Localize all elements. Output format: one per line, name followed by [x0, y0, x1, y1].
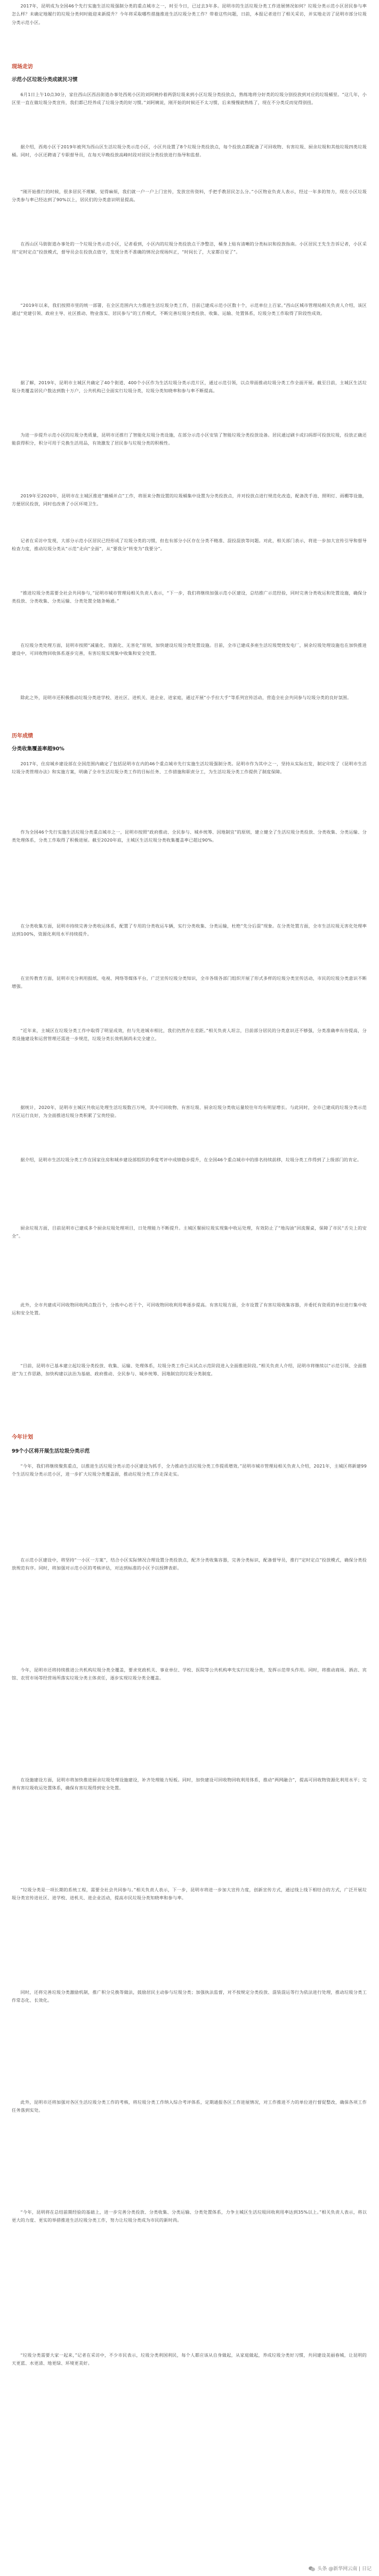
paragraph: 在西山区马街街道办事处的一个垃圾分类示范小区，记者看到，小区内的垃圾分类投放点干净整洁，桶身上贴有清晰的分类标识和投放指南。小区居民王先生告诉记者，小区采用“定时定点”投放模式，督导员会在投放点值守，发现分类不准确的情况会现场纠正，“时间长了，大家都自觉了”。 [12, 241, 367, 255]
paragraph: 在垃圾分类处理方面，昆明市按照“减量化、资源化、无害化”原则，加快建设垃圾分类处置设施。目前，全市已建成多座生活垃圾焚烧发电厂，厨余垃圾处理设施也在加快推进建设中，可回收物回收体系逐步完善，有害垃圾实现集中收集和安全处置。 [12, 643, 367, 656]
paragraph: 在示范小区建设中，将坚持“一小区一方案”，结合小区实际情况合理设置分类投放点，配齐分类收集容器，完善分类标识，配备督导员，推行“定时定点”投放模式，确保分类投放规范有序。同时，将加强对示范小区的考核评估，对达到标准的小区予以授牌表彰。 [12, 1557, 367, 1571]
paragraph: “垃圾分类需要大家一起来，”记者在采访中，不少市民表示，垃圾分类利国利民，每个人都应该从自身做起，从家庭做起，养成垃圾分类好习惯，共同建设美丽春城，让昆明的天更蓝、水更清、地更绿、环境更美好。 [12, 2352, 367, 2366]
paragraph: 在设施建设方面，昆明市将加快推进厨余垃圾处理设施建设，补齐处理能力短板。同时，加快建设可回收物回收利用体系，推动“两网融合”，提高可回收物资源化利用水平；完善有害垃圾收运处置体系，确保有害垃圾得到安全处置。 [12, 1777, 367, 1791]
paragraph: “刚开始推行的时候，很多居民不理解，觉得麻烦，我们就一户一户上门宣传，发放宣传资料，手把手教居民怎么分。”小区物业负责人表示，经过一年多的努力，现在小区垃圾分类参与率已经达到了90%以上，居民们的分类意识明显提高。 [12, 189, 367, 203]
paragraph: 厨余垃圾方面，目前昆明市已建成多个厨余垃圾处理项目，日处理能力不断提升。主城区餐厨垃圾实现集中收运处理，有效防止了“地沟油”回流餐桌，保障了市民“舌尖上的安全”。 [12, 1225, 367, 1239]
paragraph: “近年来，主城区在垃圾分类工作中取得了明显成效，但与先进城市相比，我们仍然存在差距。”相关负责人坦言，目前部分居民的分类意识还不够强，分类准确率有待提高，分类设施建设和运营管理还需进一步规范，垃圾分类长效机制尚未完全建立。 [12, 1028, 367, 1042]
paragraph: “垃圾分类是一项长期的系统工程，需要全社会共同参与。”相关负责人表示，下一步，昆明市将进一步加大宣传力度，创新宣传方式，通过线上线下相结合的方式，广泛开展垃圾分类宣传进社区、进学校、进机关、进企业活动，提高市民垃圾分类知晓率和参与率。 [12, 1887, 367, 1901]
section-heading-field-visit: 现场走访 [12, 64, 33, 70]
subheading-demo-community: 示范小区垃圾分类成就民习惯 [12, 77, 78, 83]
subheading-99-communities: 99个小区将开展生活垃圾分类示范 [12, 1448, 90, 1454]
paragraph: 除此之外，昆明市还积极推动垃圾分类进学校、进社区、进机关、进企业、进家庭，通过开展“小手拉大手”等系列宣传活动，营造全社会共同参与垃圾分类的良好氛围。 [20, 695, 352, 700]
intro-paragraph: 2017年，昆明成为全国46个先行实施生活垃圾强制分类的重点城市之一，时至今日，已过去3年多。昆明市的生活垃圾分类工作进展情况如何？垃圾分类示范小区居民参与率怎么样？未确定地履行的垃圾分类何时能迎来新提升？今年将采取哪些措施推进生活垃圾分类工作？带着这些问题，日前，本报记者进行了相关采访，并实地走访了昆明市部分垃圾分类示范小区。 [12, 3, 367, 25]
paragraph: 据了解，2019年，昆明市主城区共确定了40个街道、400个小区作为生活垃圾分类示范片区，通过示范引领，以点带面推动垃圾分类工作全面开展。截至目前，主城区生活垃圾分类覆盖居民户数达到数十万户，公共机构已全面实行垃圾分类，垃圾分类知晓率和参与率不断提高。 [12, 380, 367, 394]
paragraph: 2019年至2020年，昆明市在主城区推进“撤桶并点”工作，将原来分散设置的垃圾桶集中设置为分类投放点，并对投放点进行规范化改造，配备洗手池、照明灯、雨棚等设施，方便居民投放，同时也改善了小区环境卫生。 [12, 493, 367, 507]
paragraph: “推进垃圾分类需要全社会共同参与，”昆明市城市管理局相关负责人表示，“下一步，我们将继续加强示范小区建设，总结推广示范经验，同时完善分类收运和处置设施，确保分类投放、分类收集、分类运输、分类处置全链条畅通。” [12, 590, 367, 604]
paragraph: 2017年，住房城乡建设部在全国范围内确定了包括昆明市在内的46个重点城市先行实施生活垃圾强制分类。昆明市作为其中之一，坚持从实际出发，制定印发了《昆明市生活垃圾分类管理办法》和实施方案，明确了全市生活垃圾分类工作的目标任务、工作措施和职责分工，为生活垃圾分类工作提供了制度保障。 [12, 761, 367, 775]
subheading-coverage: 分类收集覆盖率超90% [12, 746, 64, 752]
paragraph: 作为全国46个先行实施生活垃圾分类重点城市之一，昆明市按照“政府推动、全民参与、城乡统筹、因地制宜”的原则，建立健全了生活垃圾分类投放、分类收集、分类运输、分类处理体系，分类工作取得了积极进展。截至2020年底，主城区生活垃圾分类收集覆盖率已超过90%。 [12, 829, 367, 843]
paragraph: 据介绍，西苑小区于2019年被列为西山区生活垃圾分类示范小区，小区共设置了8个垃圾分类投放点，每个投放点都配备了可回收物、有害垃圾、厨余垃圾和其他垃圾四类垃圾桶。同时，小区还聘请了专职督导员，在每天早晚投放高峰时段对居民分类投放进行指导和监督。 [12, 144, 367, 158]
paragraph: 据介绍，昆明市生活垃圾分类工作在国家住房和城乡建设部组织的季度考评中成绩稳步提升，在全国46个重点城市中的排名持续前移，垃圾分类工作得到了上级部门的肯定。 [20, 1157, 362, 1162]
paragraph: “目前，昆明市已基本建立起垃圾分类投放、收集、运输、处理体系，垃圾分类工作已从试点示范阶段进入全面推进阶段。”相关负责人介绍，昆明市将继续以“示范引领、全面推进”为工作思路，加快构建以法治为基础、政府推动、全民参与、城乡统筹、因地制宜的垃圾分类制度。 [12, 1363, 367, 1377]
paragraph: 记者在采访中发现，大部分示范小区居民已经形成了垃圾分类的习惯，但也有部分小区存在分类不精准、混投混放等问题。对此，相关部门表示，将进一步加大宣传引导和督导检查力度，推动垃圾分类从“示范”走向“全面”，从“要我分”转变为“我要分”。 [12, 538, 367, 552]
paragraph: “今年，我们将继续聚焦重点，以推进生活垃圾分类示范小区建设为抓手，全力推动生活垃圾分类工作提质增效。”昆明市城市管理局相关负责人介绍，2021年，主城区将新建99个生活垃圾分类示范小区，进一步扩大垃圾分类覆盖面，推动垃圾分类工作走深走实。 [12, 1463, 367, 1477]
source-watermark [309, 2565, 372, 2572]
section-heading-achievements: 历年成绩 [12, 733, 33, 739]
paragraph: 6月1日上午10点30分，家住西山区西昌街道办事处西苑小区的刘阿姨拎着两袋垃圾来到小区垃圾分类投放点，熟练地将分好类的垃圾分别投放到对应的垃圾桶里。“这几年，小区里一直在做垃圾分类宣传，我们都已经养成了垃圾分类的好习惯。”刘阿姨说，刚开始的时候还不太习惯，后来慢慢就熟练了，现在不分类反而觉得别扭。 [12, 92, 367, 106]
paragraph: 此外，全市共建成可回收物回收网点数百个，分拣中心若干个，可回收物回收利用率逐步提高。有害垃圾方面，全市设置了有害垃圾收集容器，并委托有资质的单位进行集中收运和安全处置。 [12, 1302, 367, 1316]
paragraph: 此外，昆明市还将加强对各区生活垃圾分类工作的考核，将垃圾分类工作纳入综合考评体系，定期通报各区工作进展情况，对工作推进不力的单位进行督促整改，确保各项工作任务落到实处。 [12, 2099, 367, 2113]
paragraph: 今年，昆明市还将持续推进公共机构垃圾分类全覆盖，要求党政机关、事业单位、学校、医院等公共机构率先实行垃圾分类，发挥示范带头作用。同时，将推动商场、酒店、宾馆、农贸市场等经营场所落实垃圾分类主体责任，逐步实现垃圾分类全覆盖。 [12, 1667, 367, 1681]
paragraph: 为进一步提升示范小区的垃圾分类质量，昆明市还推行了智能化垃圾分类设施，在部分示范小区安装了智能垃圾分类投放设备。居民通过刷卡或扫码即可投放垃圾，投放正确还能获得积分，积分可用于兑换生活用品，有效激发了居民参与垃圾分类的积极性。 [12, 432, 367, 446]
wechat-icon [309, 2566, 315, 2571]
paragraph: 同时，还将完善垃圾分类激励机制，推广积分兑换等做法，鼓励居民主动参与垃圾分类；加强执法监督，对不按规定分类投放、混装混运等行为依法进行处理，推动垃圾分类工作常态化、长效化。 [12, 1990, 367, 2003]
paragraph: 在宣传教育方面，昆明市充分利用报纸、电视、网络等媒体平台，广泛宣传垃圾分类知识，全市各级各部门组织开展了形式多样的垃圾分类宣传活动，市民的垃圾分类意识不断增强。 [12, 976, 367, 989]
section-heading-plan: 今年计划 [12, 1434, 33, 1440]
paragraph: 在分类收集方面，昆明市持续完善分类收运体系，配置了专用的分类收运车辆，实行分类收集、分类运输，杜绝“先分后混”现象。在分类处置方面，全市生活垃圾无害化处理率达到100%，资源化利用水平持续提升。 [12, 923, 367, 937]
paragraph: “今年，昆明将在总结前期经验的基础上，进一步完善分类投放、分类收集、分类运输、分类处置体系，力争主城区生活垃圾回收利用率达到35%以上。”相关负责人表示，将以更大的力度、更实的举措推进生活垃圾分类工作，努力让垃圾分类成为市民的新时尚。 [12, 2209, 367, 2223]
watermark-text: 头条 @新华网云南 | 日记 [317, 2566, 372, 2572]
paragraph: “2019年以来，我们按照市里的统一部署，在全区范围内大力推进生活垃圾分类工作，目前已建成示范小区数十个，示范单位上百家。”西山区城市管理局相关负责人介绍，该区通过“党建引领、政府主导、社区推动、物业落实、居民参与”的工作模式，不断完善垃圾分类投放、收集、运输、处置体系，垃圾分类工作取得了阶段性成效。 [12, 303, 367, 316]
paragraph: 据统计，2020年，昆明市主城区共收运处理生活垃圾数百万吨，其中可回收物、有害垃圾、厨余垃圾分类收运量较往年均有明显增长。与此同时，全市已建成的垃圾分类示范片区运行良好，为全面推进垃圾分类积累了宝贵经验。 [12, 1105, 367, 1119]
